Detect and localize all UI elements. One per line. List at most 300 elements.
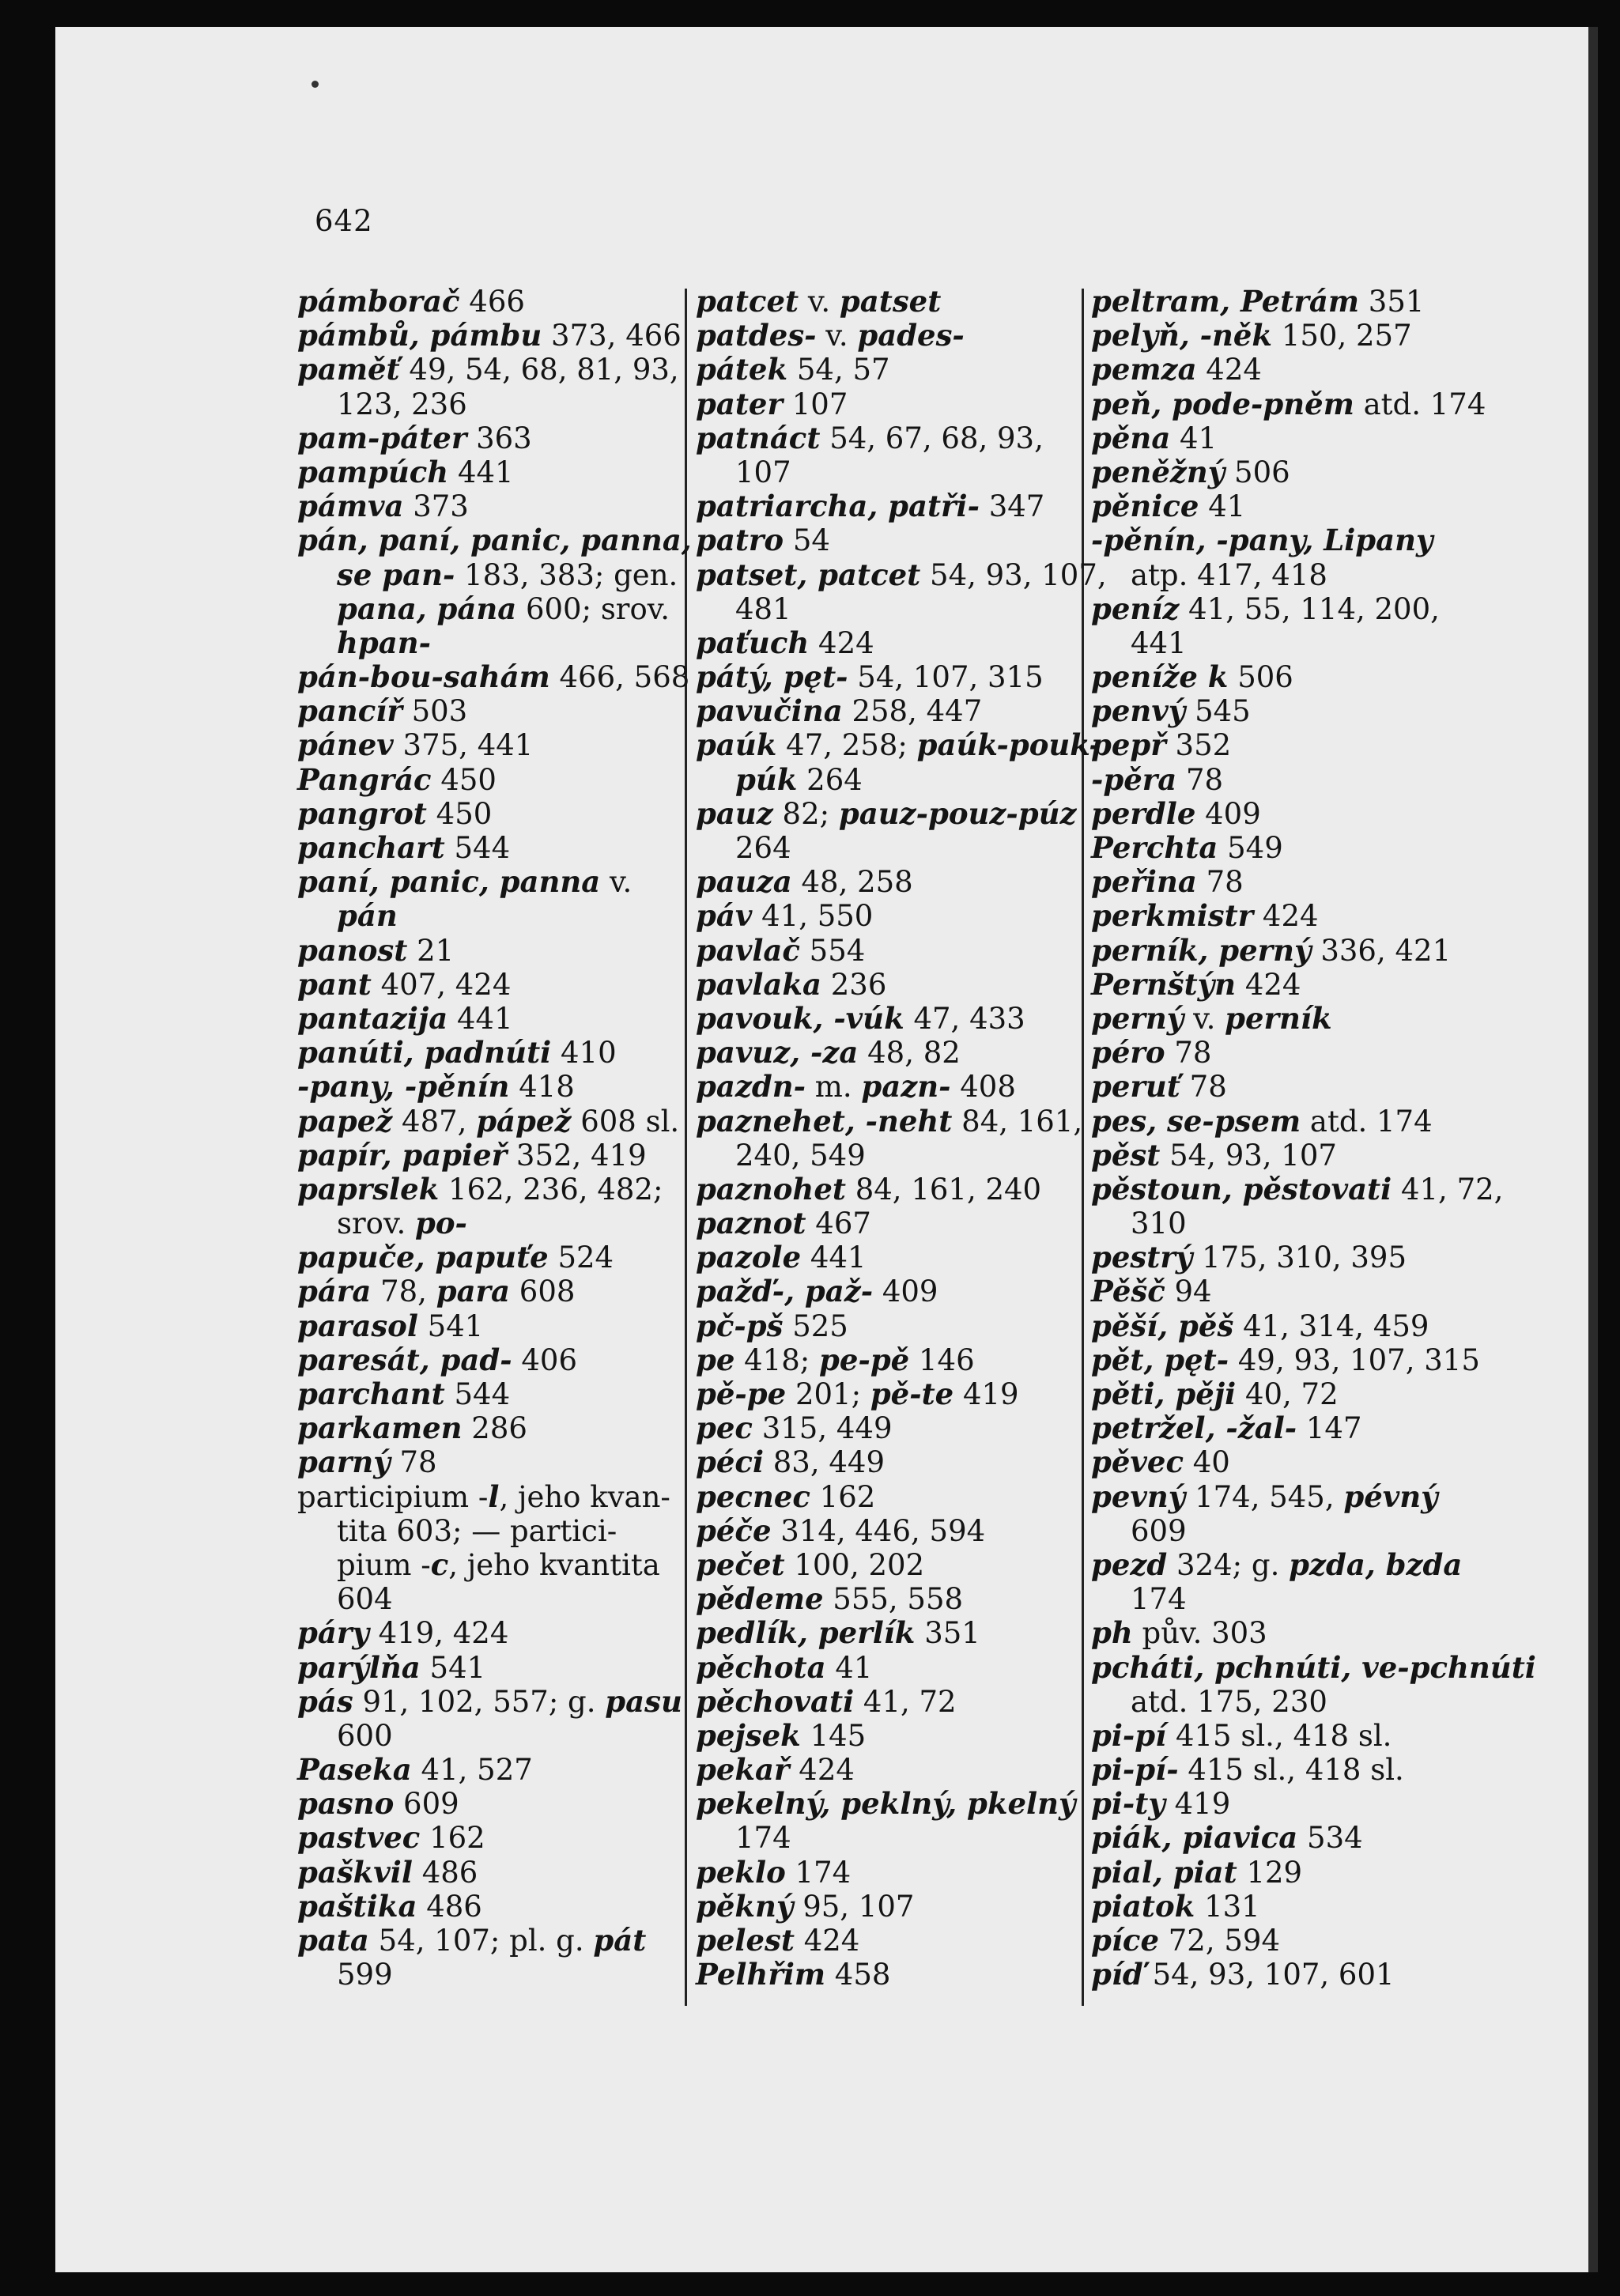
index-entry-line bbox=[1091, 285, 1486, 319]
entry-reference: 525 bbox=[783, 1308, 848, 1343]
index-entry-line bbox=[1091, 558, 1486, 592]
entry-headword: pěnice bbox=[1091, 489, 1199, 524]
entry-reference: 47, 258; bbox=[776, 728, 917, 763]
index-entry-line bbox=[696, 1103, 1083, 1139]
index-entry-line bbox=[696, 1275, 1075, 1308]
entry-headword: peltram, Petrám bbox=[1091, 284, 1360, 319]
entry-reference: 264 bbox=[735, 831, 791, 865]
entry-headword: pavučina bbox=[696, 693, 843, 729]
entry-headword: pant bbox=[297, 966, 372, 1002]
index-entry-line bbox=[696, 1139, 1075, 1173]
entry-reference: 49, 93, 107, 315 bbox=[1229, 1342, 1480, 1377]
index-entry-line bbox=[696, 763, 1075, 797]
entry-reference: 100, 202 bbox=[784, 1547, 925, 1582]
index-entry-line bbox=[1091, 626, 1486, 660]
entry-headword: pes, se-psem bbox=[1091, 1103, 1301, 1139]
index-entry-line bbox=[1091, 1856, 1486, 1890]
scan-frame-top bbox=[0, 0, 1620, 27]
index-entry-line bbox=[1091, 1377, 1486, 1411]
index-entry-line bbox=[1091, 1275, 1486, 1308]
entry-headword: -pěnín, -pany, Lipany bbox=[1091, 523, 1433, 558]
entry-reference: 604 bbox=[337, 1582, 393, 1617]
entry-headword: pi-ty bbox=[1091, 1786, 1165, 1822]
entry-headword: pazdn- bbox=[696, 1069, 806, 1105]
entry-reference: 54, 57 bbox=[787, 353, 890, 387]
entry-headword: po- bbox=[415, 1206, 467, 1241]
index-entry-line bbox=[696, 489, 1075, 523]
entry-reference: 175, 310, 395 bbox=[1192, 1241, 1407, 1275]
entry-reference: v. bbox=[816, 319, 858, 353]
entry-headword: parný bbox=[297, 1444, 391, 1480]
entry-reference: 541 bbox=[417, 1308, 484, 1343]
index-column-2 bbox=[696, 284, 1107, 1992]
entry-headword: paškvil bbox=[297, 1854, 413, 1890]
entry-reference: 544 bbox=[444, 831, 511, 865]
entry-reference: 264 bbox=[797, 762, 863, 797]
entry-reference: m. bbox=[806, 1070, 862, 1105]
entry-headword: papír, papieř bbox=[297, 1137, 508, 1173]
index-entry-line bbox=[1091, 694, 1486, 728]
index-entry-line bbox=[696, 660, 1075, 694]
index-entry-line bbox=[297, 387, 677, 421]
index-entry-line bbox=[297, 1651, 677, 1685]
entry-headword: parchant bbox=[297, 1376, 445, 1411]
index-entry-line bbox=[1091, 1685, 1486, 1719]
entry-reference: 41, 527 bbox=[411, 1753, 533, 1788]
entry-headword: pampúch bbox=[297, 454, 449, 489]
index-entry-line bbox=[1091, 763, 1486, 797]
index-entry-line bbox=[1091, 899, 1486, 933]
index-entry-line bbox=[696, 865, 1075, 899]
index-entry-line bbox=[696, 1753, 1075, 1787]
index-entry-line bbox=[297, 1070, 677, 1104]
entry-reference: 82; bbox=[772, 796, 839, 831]
index-entry-line bbox=[297, 626, 677, 660]
entry-headword: pč-pš bbox=[696, 1308, 784, 1343]
entry-headword: pavlač bbox=[696, 932, 800, 968]
index-entry-line bbox=[297, 1856, 677, 1890]
index-entry-line bbox=[696, 523, 1075, 557]
entry-headword: pět, pęt- bbox=[1091, 1342, 1229, 1377]
entry-reference: 441 bbox=[447, 1001, 513, 1036]
entry-headword: pěkný bbox=[696, 1888, 794, 1924]
entry-reference: 352, 419 bbox=[507, 1138, 647, 1173]
entry-headword: pazole bbox=[696, 1240, 802, 1275]
entry-reference: 418; bbox=[734, 1342, 820, 1377]
index-column-3 bbox=[1091, 284, 1536, 1992]
index-entry-line bbox=[696, 1958, 1075, 1992]
entry-reference: 424 bbox=[1253, 899, 1319, 934]
entry-reference: 41 bbox=[825, 1650, 873, 1685]
index-entry-line bbox=[1091, 1411, 1486, 1445]
entry-headword: peníže k bbox=[1091, 659, 1229, 695]
entry-headword: pi-pí- bbox=[1091, 1752, 1179, 1788]
entry-headword: Pangrác bbox=[297, 761, 432, 797]
entry-headword: paúk-pouk- bbox=[916, 727, 1101, 763]
index-entry-line bbox=[696, 319, 1075, 353]
entry-headword: pecnec bbox=[696, 1478, 810, 1514]
entry-reference: 41, 550 bbox=[752, 899, 874, 934]
entry-headword: pěvec bbox=[1091, 1444, 1184, 1480]
entry-headword: pazn- bbox=[861, 1069, 951, 1105]
index-entry-line bbox=[297, 1377, 677, 1411]
entry-headword: se pan- bbox=[337, 557, 455, 592]
entry-reference: 183, 383; gen. bbox=[455, 557, 678, 592]
entry-reference: 363 bbox=[466, 421, 532, 455]
index-entry-line bbox=[297, 934, 677, 968]
index-entry-line bbox=[696, 1616, 1075, 1650]
entry-headword: peruť bbox=[1091, 1069, 1180, 1105]
index-entry-line bbox=[1091, 455, 1486, 489]
entry-headword: píce bbox=[1091, 1923, 1159, 1958]
index-entry-line bbox=[297, 1275, 677, 1308]
entry-headword: paťuch bbox=[696, 625, 810, 660]
entry-headword: patset, patcet bbox=[696, 557, 921, 592]
entry-headword: Pelhřim bbox=[696, 1957, 826, 1992]
entry-headword: -pany, -pěnín bbox=[297, 1069, 510, 1105]
entry-headword: páv bbox=[696, 898, 753, 934]
entry-reference: 324; g. bbox=[1167, 1547, 1290, 1582]
entry-headword: paznohet bbox=[696, 1171, 846, 1207]
index-entry-line bbox=[696, 592, 1075, 626]
entry-reference: 54 bbox=[784, 523, 830, 558]
entry-headword: pán bbox=[337, 898, 398, 934]
entry-reference: 40 bbox=[1183, 1445, 1230, 1480]
index-entry-line bbox=[297, 1719, 677, 1753]
entry-headword: pěna bbox=[1091, 420, 1171, 455]
entry-headword: pam-páter bbox=[297, 420, 467, 455]
index-entry-line bbox=[1091, 523, 1486, 557]
entry-reference: 407, 424 bbox=[371, 967, 512, 1002]
index-entry-line bbox=[696, 1036, 1075, 1070]
page-edge-shadow bbox=[1588, 27, 1598, 2272]
index-entry-line bbox=[297, 831, 677, 865]
index-entry-line bbox=[1091, 1890, 1486, 1924]
index-entry-line bbox=[1091, 1924, 1486, 1958]
entry-reference: 174 bbox=[785, 1855, 852, 1890]
entry-headword: peněžný bbox=[1091, 454, 1225, 489]
entry-headword: papež bbox=[297, 1103, 393, 1139]
entry-reference: atd. 174 bbox=[1301, 1104, 1433, 1139]
entry-headword: pára bbox=[297, 1274, 372, 1309]
entry-reference: 608 sl. bbox=[571, 1104, 680, 1139]
entry-headword: pec bbox=[696, 1410, 753, 1446]
entry-reference: 47, 433 bbox=[904, 1001, 1025, 1036]
entry-headword: pavlaka bbox=[696, 966, 821, 1002]
entry-reference: 600 bbox=[337, 1718, 393, 1753]
entry-reference: 150, 257 bbox=[1272, 319, 1412, 353]
entry-headword: pámborač bbox=[297, 284, 460, 319]
entry-headword: paresát, pad- bbox=[297, 1342, 512, 1377]
index-entry-line bbox=[1091, 1002, 1486, 1036]
entry-reference: 310 bbox=[1131, 1207, 1187, 1241]
entry-headword: pancíř bbox=[297, 693, 402, 729]
entry-headword: paprslek bbox=[297, 1171, 440, 1207]
entry-headword: pát bbox=[593, 1923, 647, 1958]
entry-headword: púk bbox=[735, 761, 798, 797]
entry-reference: 54, 107, 315 bbox=[848, 660, 1044, 695]
index-entry-line bbox=[1091, 1480, 1486, 1514]
ink-dot bbox=[312, 81, 319, 88]
entry-reference: 375, 441 bbox=[393, 728, 534, 763]
entry-headword: patro bbox=[696, 523, 784, 558]
index-entry-line bbox=[1091, 1171, 1504, 1207]
index-entry-line bbox=[696, 968, 1075, 1002]
entry-reference: 408 bbox=[950, 1070, 1016, 1105]
entry-headword: pcháti, pchnúti, ve-pchnúti bbox=[1091, 1649, 1536, 1685]
entry-reference: 418 bbox=[509, 1070, 575, 1105]
entry-headword: pi-pí bbox=[1091, 1717, 1167, 1753]
entry-reference: 78 bbox=[1176, 762, 1224, 797]
entry-headword: parýlňa bbox=[297, 1649, 421, 1685]
entry-reference: 609 bbox=[1131, 1513, 1187, 1548]
entry-reference: 466 bbox=[459, 285, 525, 319]
entry-reference: 94 bbox=[1165, 1275, 1212, 1309]
index-entry-line bbox=[297, 1139, 677, 1173]
index-entry-line bbox=[696, 455, 1075, 489]
entry-reference: 410 bbox=[551, 1036, 617, 1071]
entry-headword: peřina bbox=[1091, 864, 1197, 900]
entry-reference: 424 bbox=[789, 1753, 855, 1788]
entry-headword: pejsek bbox=[696, 1717, 801, 1753]
entry-headword: pekař bbox=[696, 1752, 790, 1788]
entry-reference: 409 bbox=[873, 1275, 938, 1309]
index-entry-line bbox=[696, 1582, 1075, 1616]
entry-headword: pestrý bbox=[1091, 1240, 1193, 1275]
entry-headword: pečet bbox=[696, 1546, 785, 1582]
entry-reference: 373 bbox=[403, 489, 469, 524]
index-entry-line bbox=[696, 1890, 1075, 1924]
entry-reference: v. bbox=[600, 865, 633, 900]
entry-reference: 441 bbox=[801, 1241, 867, 1275]
index-entry-line bbox=[297, 1343, 677, 1377]
entry-headword: para bbox=[436, 1274, 511, 1309]
index-entry-line bbox=[696, 1445, 1075, 1479]
entry-reference: 236 bbox=[821, 967, 887, 1002]
index-entry-line bbox=[1091, 1445, 1486, 1479]
entry-reference: 424 bbox=[1196, 353, 1262, 387]
entry-headword: pán, paní, panic, panna, bbox=[297, 523, 692, 558]
index-entry-line bbox=[1091, 1139, 1486, 1173]
entry-reference: 78 bbox=[1196, 865, 1244, 900]
index-entry-line bbox=[696, 1856, 1075, 1890]
entry-headword: pámva bbox=[297, 489, 404, 524]
index-entry-line bbox=[696, 831, 1075, 865]
entry-headword: pana, pána bbox=[337, 591, 517, 626]
entry-reference: 466, 568 bbox=[549, 660, 690, 695]
index-entry-line bbox=[1091, 1241, 1486, 1275]
entry-headword: perník, perný bbox=[1091, 932, 1312, 968]
entry-reference: atp. 417, 418 bbox=[1131, 557, 1327, 592]
index-entry-line bbox=[696, 387, 1075, 421]
entry-headword: parasol bbox=[297, 1308, 418, 1343]
index-entry-line bbox=[297, 899, 677, 933]
entry-headword: péci bbox=[696, 1444, 764, 1480]
index-entry-line bbox=[297, 1309, 677, 1343]
index-entry-line bbox=[696, 1548, 1075, 1582]
entry-headword: paúk bbox=[696, 727, 777, 763]
entry-headword: patcet bbox=[696, 284, 799, 319]
entry-headword: perník bbox=[1225, 1000, 1332, 1036]
index-entry-line bbox=[696, 1002, 1075, 1036]
entry-headword: panost bbox=[297, 932, 408, 968]
index-entry-line bbox=[1091, 1207, 1486, 1241]
entry-reference: 534 bbox=[1297, 1821, 1363, 1856]
index-entry-line bbox=[1091, 865, 1486, 899]
entry-reference: 41 bbox=[1170, 421, 1218, 455]
entry-reference: 48, 258 bbox=[791, 865, 913, 900]
entry-headword: paznehet, -neht bbox=[696, 1103, 953, 1139]
entry-headword: patnáct bbox=[696, 420, 821, 455]
entry-reference: 424 bbox=[794, 1924, 860, 1958]
index-entry-line bbox=[696, 1685, 1075, 1719]
entry-reference: 545 bbox=[1185, 694, 1251, 729]
index-entry-line bbox=[1091, 1821, 1486, 1855]
entry-headword: pauz-pouz-púz bbox=[838, 795, 1077, 831]
entry-headword: pátý, pęt- bbox=[696, 659, 848, 695]
entry-headword: píď bbox=[1091, 1957, 1143, 1992]
index-entry-line bbox=[297, 1103, 680, 1139]
entry-reference: 352 bbox=[1165, 728, 1232, 763]
entry-headword: -pěra bbox=[1091, 761, 1177, 797]
entry-headword: pě-te bbox=[870, 1376, 954, 1411]
entry-reference: 162 bbox=[810, 1479, 876, 1514]
entry-headword: Pernštýn bbox=[1091, 966, 1237, 1002]
entry-reference: 54, 67, 68, 93, bbox=[820, 421, 1044, 455]
entry-reference: 78 bbox=[1180, 1070, 1227, 1105]
entry-reference: 21 bbox=[407, 933, 455, 968]
entry-headword: pater bbox=[696, 386, 783, 421]
index-entry-line bbox=[1091, 489, 1486, 523]
entry-reference: pium - bbox=[337, 1547, 431, 1582]
index-entry-line bbox=[696, 899, 1075, 933]
entry-headword: pátek bbox=[696, 352, 788, 387]
index-entry-line bbox=[297, 728, 677, 762]
index-entry-line bbox=[297, 1582, 677, 1616]
index-entry-line bbox=[696, 1514, 1075, 1548]
entry-reference: participium - bbox=[297, 1479, 489, 1514]
entry-reference: 72, 594 bbox=[1159, 1924, 1280, 1958]
entry-headword: pial, piat bbox=[1091, 1854, 1237, 1890]
entry-headword: pastvec bbox=[297, 1820, 421, 1856]
entry-reference: 315, 449 bbox=[752, 1411, 893, 1446]
entry-headword: petržel, -žal- bbox=[1091, 1410, 1297, 1446]
entry-headword: paštika bbox=[297, 1888, 417, 1924]
entry-headword: pevný bbox=[1091, 1478, 1186, 1514]
entry-reference: 481 bbox=[735, 591, 791, 626]
index-entry-line bbox=[696, 421, 1075, 455]
entry-headword: pepř bbox=[1091, 727, 1166, 763]
entry-reference: 54, 93, 107, 601 bbox=[1142, 1958, 1395, 1992]
entry-headword: pata bbox=[297, 1923, 369, 1958]
entry-headword: perkmistr bbox=[1091, 898, 1254, 934]
entry-headword: pe-pě bbox=[819, 1342, 910, 1377]
entry-headword: pánev bbox=[297, 727, 394, 763]
entry-reference: 424 bbox=[1236, 967, 1301, 1002]
entry-headword: péro bbox=[1091, 1035, 1165, 1071]
entry-headword: pědeme bbox=[696, 1581, 824, 1617]
entry-reference: 506 bbox=[1228, 660, 1293, 695]
entry-reference: 91, 102, 557; g. bbox=[353, 1684, 606, 1719]
entry-reference: 240, 549 bbox=[735, 1138, 866, 1173]
index-entry-line bbox=[297, 285, 677, 319]
index-entry-line bbox=[696, 557, 1107, 592]
index-entry-line bbox=[297, 455, 677, 489]
entry-reference: 41, 55, 114, 200, bbox=[1179, 591, 1440, 626]
index-entry-line bbox=[297, 1411, 677, 1445]
index-entry-line bbox=[696, 1173, 1075, 1207]
index-entry-line bbox=[696, 1411, 1075, 1445]
entry-reference: 555, 558 bbox=[823, 1582, 964, 1617]
page-number: 642 bbox=[315, 204, 373, 238]
index-entry-line bbox=[297, 1241, 677, 1275]
entry-reference: atd. 175, 230 bbox=[1131, 1684, 1327, 1719]
entry-headword: pauza bbox=[696, 864, 792, 900]
index-column-1 bbox=[297, 284, 692, 1992]
index-entry-line bbox=[1091, 1070, 1486, 1104]
entry-reference: 40, 72 bbox=[1236, 1377, 1339, 1411]
entry-reference: 599 bbox=[337, 1958, 393, 1992]
entry-headword: pěší, pěš bbox=[1091, 1308, 1234, 1343]
entry-reference: 415 sl., 418 sl. bbox=[1166, 1718, 1392, 1753]
entry-reference: 54, 93, 107 bbox=[1160, 1138, 1337, 1173]
entry-reference: 450 bbox=[431, 762, 497, 797]
index-entry-line bbox=[696, 626, 1075, 660]
entry-headword: pauz bbox=[696, 795, 773, 831]
index-entry-line bbox=[1091, 968, 1486, 1002]
entry-reference: 162 bbox=[420, 1821, 485, 1856]
index-entry-line bbox=[1091, 728, 1486, 762]
entry-reference: 549 bbox=[1218, 831, 1283, 865]
entry-reference: pův. 303 bbox=[1132, 1616, 1267, 1651]
index-entry-line bbox=[696, 1651, 1075, 1685]
entry-reference: 554 bbox=[799, 933, 866, 968]
index-entry-line bbox=[297, 1036, 677, 1070]
entry-headword: penvý bbox=[1091, 693, 1186, 729]
entry-reference: 415 sl., 418 sl. bbox=[1178, 1753, 1404, 1788]
entry-reference: 78 bbox=[1165, 1036, 1212, 1071]
index-entry-line bbox=[297, 1207, 677, 1241]
entry-reference: 467 bbox=[806, 1207, 871, 1241]
entry-headword: perný bbox=[1091, 1000, 1184, 1036]
entry-headword: Paseka bbox=[297, 1752, 412, 1788]
index-entry-line bbox=[297, 421, 677, 455]
entry-headword: pán-bou-sahám bbox=[297, 659, 550, 695]
entry-headword: peníz bbox=[1091, 591, 1180, 626]
index-entry-line bbox=[1091, 353, 1486, 387]
entry-headword: páry bbox=[297, 1615, 369, 1651]
index-entry-line bbox=[1091, 797, 1486, 831]
entry-reference: atd. 174 bbox=[1354, 387, 1486, 421]
entry-reference: 351 bbox=[915, 1616, 980, 1651]
entry-headword: hpan- bbox=[337, 625, 432, 660]
entry-reference: 123, 236 bbox=[337, 387, 467, 421]
index-entry-line bbox=[1091, 660, 1486, 694]
entry-reference: 336, 421 bbox=[1311, 933, 1452, 968]
entry-headword: ph bbox=[1091, 1615, 1133, 1651]
entry-headword: pemza bbox=[1091, 352, 1197, 387]
entry-headword: paní, panic, panna bbox=[297, 864, 601, 900]
entry-headword: pavuz, -za bbox=[696, 1035, 859, 1071]
entry-headword: pavouk, -vúk bbox=[696, 1000, 904, 1036]
entry-reference: 41, 72 bbox=[854, 1684, 957, 1719]
entry-reference: 145 bbox=[800, 1718, 867, 1753]
entry-headword: parkamen bbox=[297, 1410, 463, 1446]
entry-reference: 174, 545, bbox=[1185, 1479, 1344, 1514]
entry-reference: 450 bbox=[426, 796, 493, 831]
entry-headword: pás bbox=[297, 1683, 353, 1719]
index-entry-line bbox=[297, 1890, 677, 1924]
